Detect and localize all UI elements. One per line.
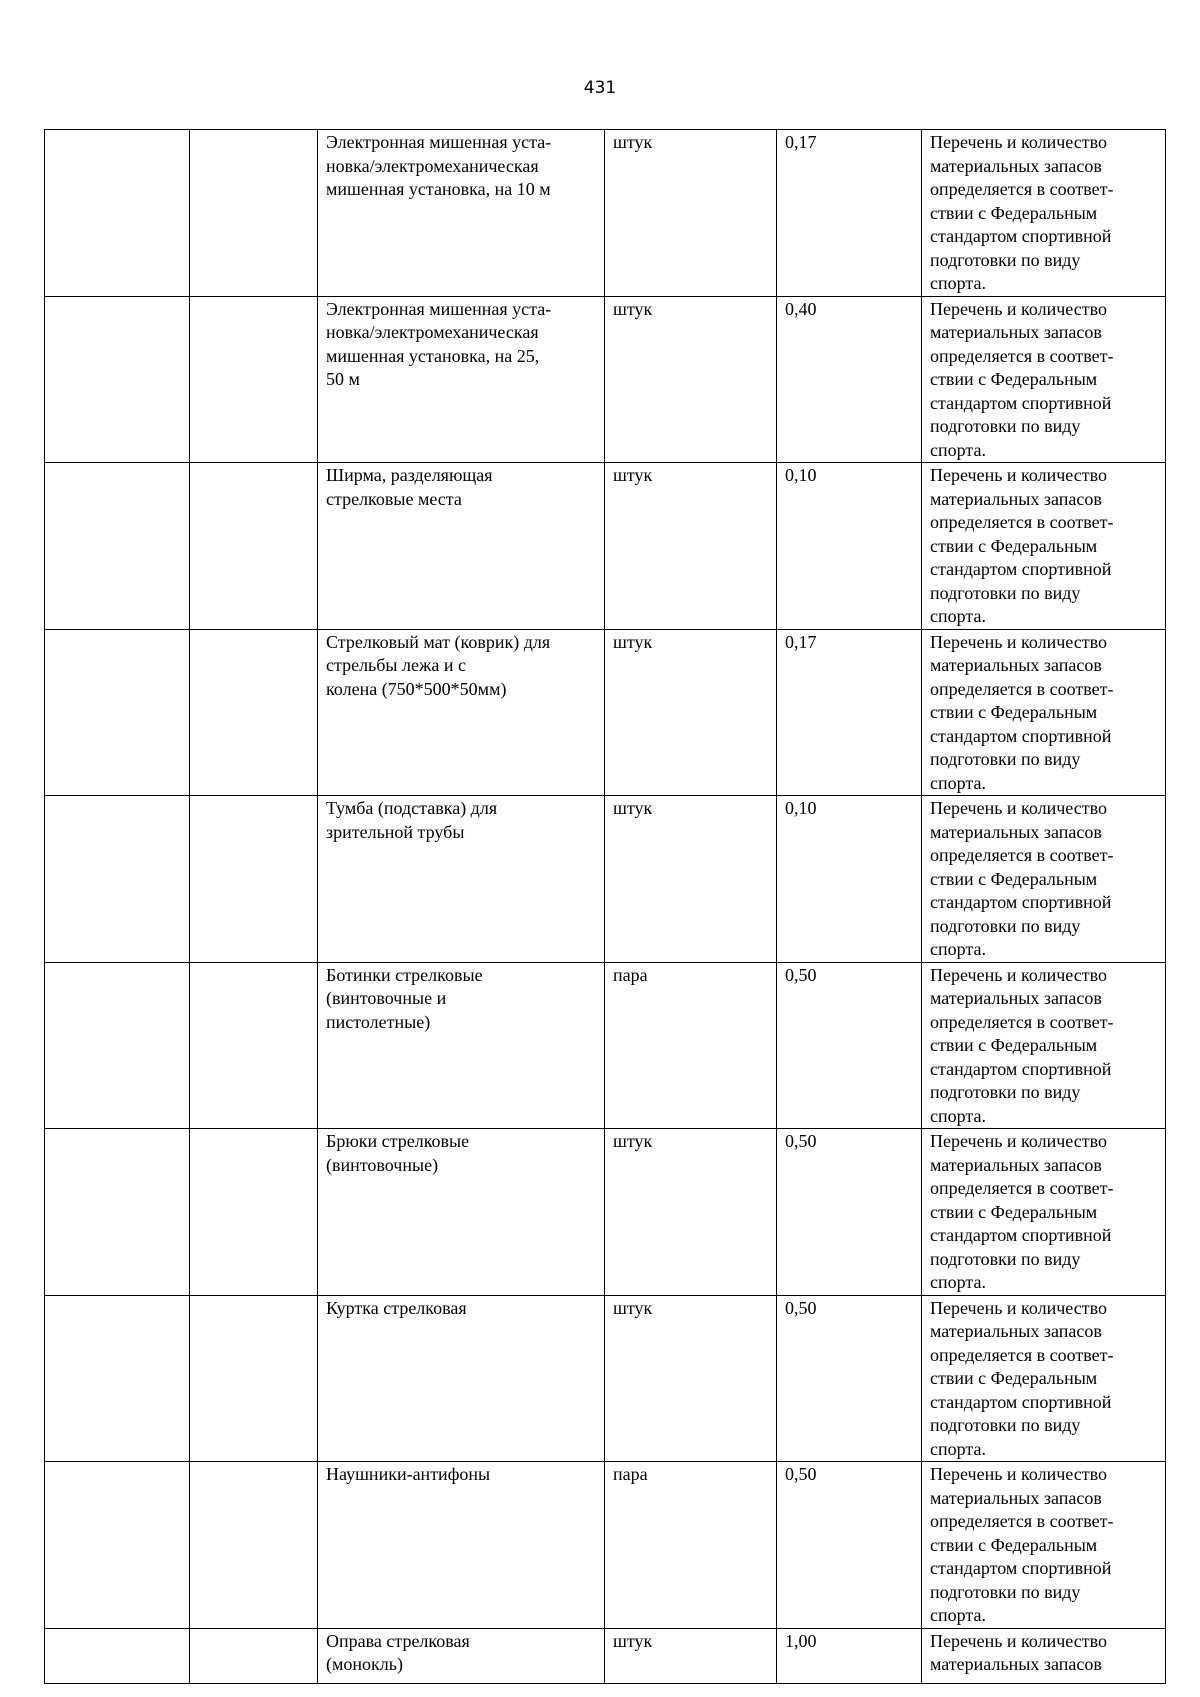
empty-cell bbox=[45, 796, 190, 963]
table-row bbox=[45, 1462, 1166, 1629]
empty-cell bbox=[45, 962, 190, 1129]
item-name-cell: Электронная мишенная уста- новка/электромеханическая мишенная установка, на 10 м bbox=[318, 130, 605, 297]
unit-cell: штук bbox=[605, 1628, 777, 1683]
empty-cell bbox=[190, 1129, 318, 1296]
quantity-cell: 0,50 bbox=[777, 1129, 922, 1296]
empty-cell bbox=[45, 130, 190, 297]
table-row bbox=[45, 130, 1166, 297]
note-cell: Перечень и количество материальных запасов bbox=[922, 1628, 1166, 1683]
quantity-cell: 0,50 bbox=[777, 962, 922, 1129]
quantity-cell: 1,00 bbox=[777, 1628, 922, 1683]
empty-cell bbox=[190, 629, 318, 796]
note-cell: Перечень и количество материальных запасов определяется в соответ- ствии с Федеральным стандартом спортивной подготовки по виду спорта. bbox=[922, 962, 1166, 1129]
quantity-cell: 0,17 bbox=[777, 629, 922, 796]
empty-cell bbox=[190, 130, 318, 297]
empty-cell bbox=[190, 463, 318, 630]
unit-cell: штук bbox=[605, 130, 777, 297]
empty-cell bbox=[45, 1462, 190, 1629]
quantity-cell: 0,40 bbox=[777, 296, 922, 463]
note-cell: Перечень и количество материальных запасов определяется в соответ- ствии с Федеральным стандартом спортивной подготовки по виду спорта. bbox=[922, 1462, 1166, 1629]
note-cell: Перечень и количество материальных запасов определяется в соответ- ствии с Федеральным стандартом спортивной подготовки по виду спорта. bbox=[922, 130, 1166, 297]
empty-cell bbox=[45, 463, 190, 630]
item-name-cell: Куртка стрелковая bbox=[318, 1295, 605, 1462]
table-row bbox=[45, 796, 1166, 963]
empty-cell bbox=[190, 796, 318, 963]
empty-cell bbox=[190, 1295, 318, 1462]
unit-cell: пара bbox=[605, 962, 777, 1129]
unit-cell: штук bbox=[605, 796, 777, 963]
table-row bbox=[45, 1129, 1166, 1296]
table-row bbox=[45, 463, 1166, 630]
item-name-cell: Ширма, разделяющая стрелковые места bbox=[318, 463, 605, 630]
empty-cell bbox=[45, 629, 190, 796]
table-row bbox=[45, 296, 1166, 463]
item-name-cell: Электронная мишенная уста- новка/электромеханическая мишенная установка, на 25, 50 м bbox=[318, 296, 605, 463]
item-name-cell: Тумба (подставка) для зрительной трубы bbox=[318, 796, 605, 963]
note-cell: Перечень и количество материальных запасов определяется в соответ- ствии с Федеральным стандартом спортивной подготовки по виду спорта. bbox=[922, 629, 1166, 796]
item-name-cell: Оправа стрелковая (монокль) bbox=[318, 1628, 605, 1683]
empty-cell bbox=[45, 1628, 190, 1683]
empty-cell bbox=[190, 1462, 318, 1629]
unit-cell: пара bbox=[605, 1462, 777, 1629]
quantity-cell: 0,10 bbox=[777, 463, 922, 630]
empty-cell bbox=[45, 1129, 190, 1296]
empty-cell bbox=[45, 296, 190, 463]
table-row bbox=[45, 1628, 1166, 1683]
item-name-cell: Брюки стрелковые (винтовочные) bbox=[318, 1129, 605, 1296]
note-cell: Перечень и количество материальных запасов определяется в соответ- ствии с Федеральным стандартом спортивной подготовки по виду спорта. bbox=[922, 463, 1166, 630]
unit-cell: штук bbox=[605, 296, 777, 463]
unit-cell: штук bbox=[605, 629, 777, 796]
unit-cell: штук bbox=[605, 1129, 777, 1296]
quantity-cell: 0,50 bbox=[777, 1462, 922, 1629]
note-cell: Перечень и количество материальных запасов определяется в соответ- ствии с Федеральным стандартом спортивной подготовки по виду спорта. bbox=[922, 796, 1166, 963]
equipment-table bbox=[44, 129, 1166, 1684]
item-name-cell: Ботинки стрелковые (винтовочные и пистолетные) bbox=[318, 962, 605, 1129]
quantity-cell: 0,17 bbox=[777, 130, 922, 297]
empty-cell bbox=[45, 1295, 190, 1462]
item-name-cell: Наушники-антифоны bbox=[318, 1462, 605, 1629]
quantity-cell: 0,10 bbox=[777, 796, 922, 963]
table-row bbox=[45, 629, 1166, 796]
quantity-cell: 0,50 bbox=[777, 1295, 922, 1462]
unit-cell: штук bbox=[605, 1295, 777, 1462]
item-name-cell: Стрелковый мат (коврик) для стрельбы лежа и с колена (750*500*50мм) bbox=[318, 629, 605, 796]
table-row bbox=[45, 962, 1166, 1129]
note-cell: Перечень и количество материальных запасов определяется в соответ- ствии с Федеральным стандартом спортивной подготовки по виду спорта. bbox=[922, 1129, 1166, 1296]
empty-cell bbox=[190, 962, 318, 1129]
note-cell: Перечень и количество материальных запасов определяется в соответ- ствии с Федеральным стандартом спортивной подготовки по виду спорта. bbox=[922, 296, 1166, 463]
unit-cell: штук bbox=[605, 463, 777, 630]
empty-cell bbox=[190, 1628, 318, 1683]
page-number: 431 bbox=[583, 78, 617, 98]
empty-cell bbox=[190, 296, 318, 463]
note-cell: Перечень и количество материальных запасов определяется в соответ- ствии с Федеральным стандартом спортивной подготовки по виду спорта. bbox=[922, 1295, 1166, 1462]
table-row bbox=[45, 1295, 1166, 1462]
